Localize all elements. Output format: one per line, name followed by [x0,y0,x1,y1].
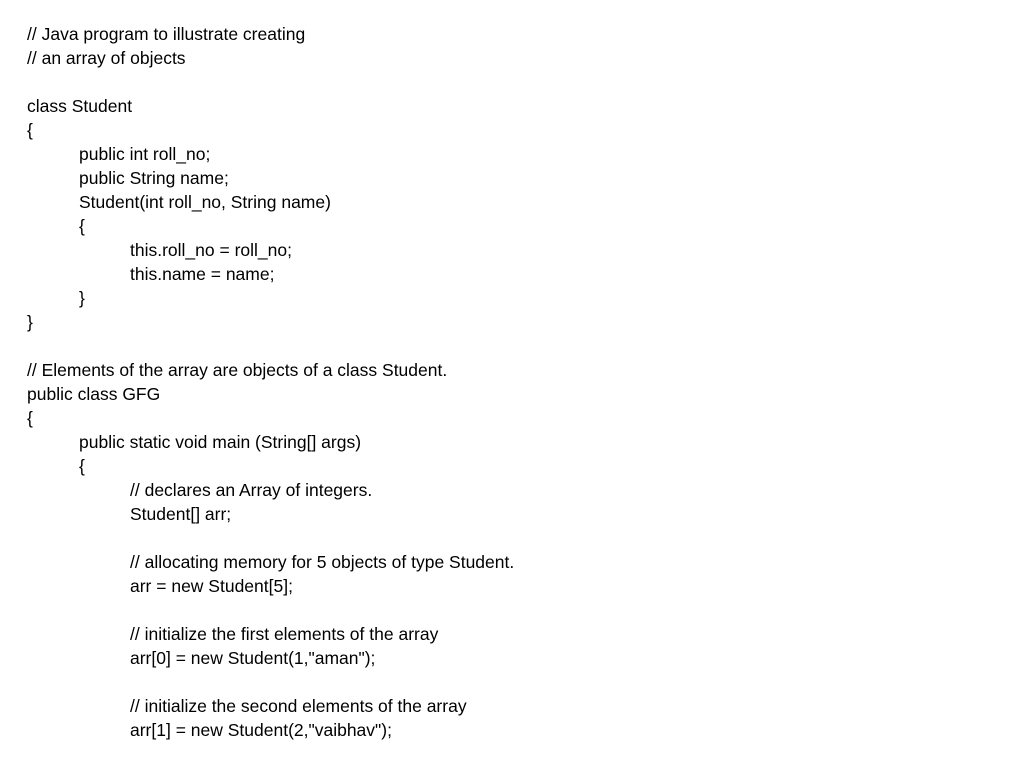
code-line: { [27,408,33,428]
code-line: public String name; [79,168,229,188]
code-line: { [79,216,85,236]
code-line [27,526,514,550]
code-line: // declares an Array of integers. [130,480,373,500]
code-line: } [27,312,33,332]
code-line: // an array of objects [27,48,186,68]
code-line: class Student [27,96,133,116]
code-line: { [27,120,33,140]
code-line: // Java program to illustrate creating [27,24,306,44]
code-line: // initialize the second elements of the array [130,696,467,716]
code-line: public int roll_no; [79,144,211,164]
code-line [27,70,514,94]
code-line: arr[1] = new Student(2,"vaibhav"); [130,720,392,740]
code-line [27,334,514,358]
code-line: // Elements of the array are objects of a class Student. [27,360,448,380]
code-line: arr = new Student[5]; [130,576,293,596]
code-line: Student[] arr; [130,504,232,524]
code-line [27,598,514,622]
code-line: Student(int roll_no, String name) [79,192,331,212]
code-line: public class GFG [27,384,161,404]
code-line [27,670,514,694]
code-line: arr[0] = new Student(1,"aman"); [130,648,376,668]
code-listing [27,22,514,742]
code-line: } [79,288,85,308]
code-line: // initialize the first elements of the array [130,624,439,644]
code-line: { [79,456,85,476]
code-line: this.name = name; [130,264,275,284]
code-line: this.roll_no = roll_no; [130,240,292,260]
code-line: public static void main (String[] args) [79,432,362,452]
code-line: // allocating memory for 5 objects of type Student. [130,552,515,572]
